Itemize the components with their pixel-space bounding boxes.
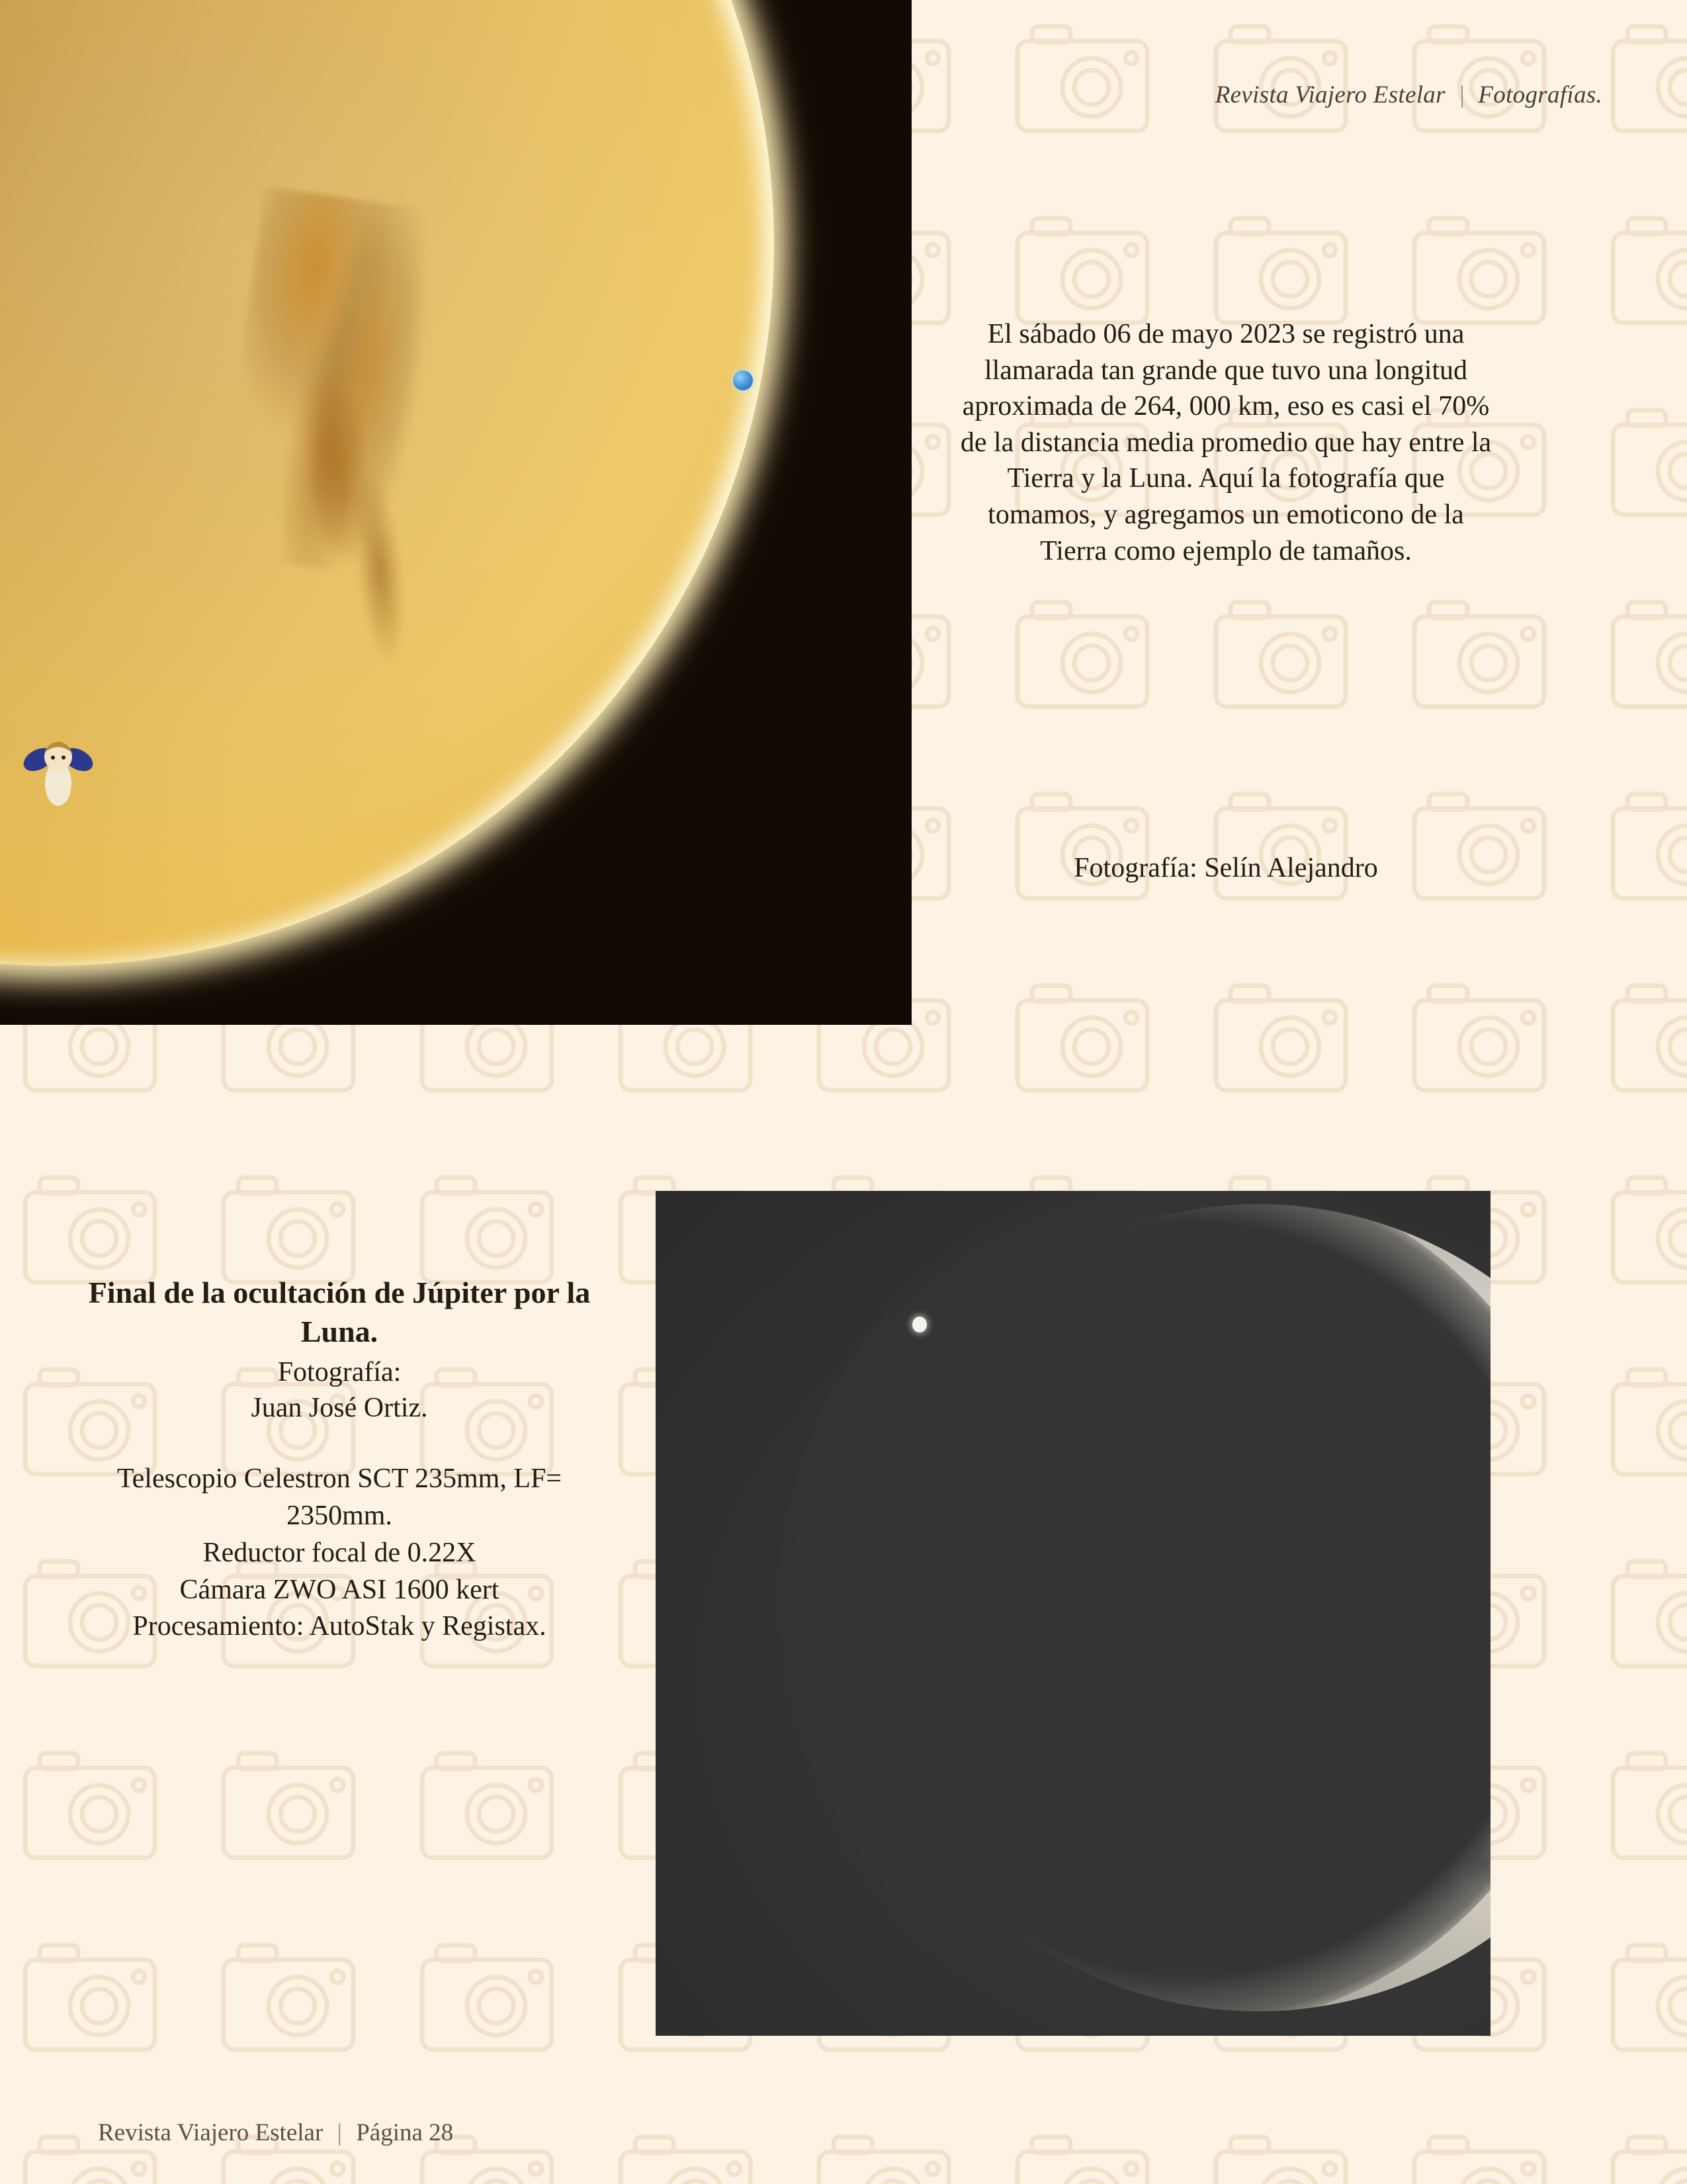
sun-limb-glow — [0, 0, 774, 966]
moon-caption-title: Final de la ocultación de Júpiter por la Luna. — [88, 1276, 591, 1348]
solar-description-text: El sábado 06 de mayo 2023 se registró una llamarada tan grande que tuvo una longitud aproximada de 264, 000 km, eso es casi el 70% de la distancia media promedio que hay entre la Tierra y la Luna. Aquí la fotografía que tomamos, y agregamos un emoticono de la Tierra como ejemplo de tamaños. — [960, 319, 1492, 566]
header-separator: | — [1458, 81, 1465, 109]
header-section-label: Fotografías. — [1478, 81, 1602, 109]
page-footer — [98, 2118, 453, 2147]
footer-separator: | — [337, 2119, 342, 2146]
fairy-emoji-icon — [20, 733, 96, 816]
moon-occultation-photo — [656, 1191, 1491, 2036]
moon-photo-credit: Fotografía: Juan José Ortiz. — [251, 1356, 428, 1424]
page-header — [1215, 81, 1602, 109]
earth-emoji-marker — [733, 371, 753, 390]
jupiter-point — [912, 1317, 927, 1332]
footer-page-number: Página 28 — [356, 2119, 454, 2146]
header-magazine-name: Revista Viajero Estelar — [1215, 81, 1446, 109]
moon-caption-block — [78, 1274, 601, 1645]
solar-flare-photo — [0, 0, 912, 1025]
solar-photo-credit: Fotografía: Selín Alejandro — [1074, 853, 1378, 883]
footer-magazine-name: Revista Viajero Estelar — [98, 2119, 324, 2146]
moon-equipment-specs: Telescopio Celestron SCT 235mm, LF= 2350mm. Reductor focal de 0.22X Cámara ZWO ASI 1600 kert Procesamiento: AutoStak y Registax. — [116, 1463, 562, 1642]
